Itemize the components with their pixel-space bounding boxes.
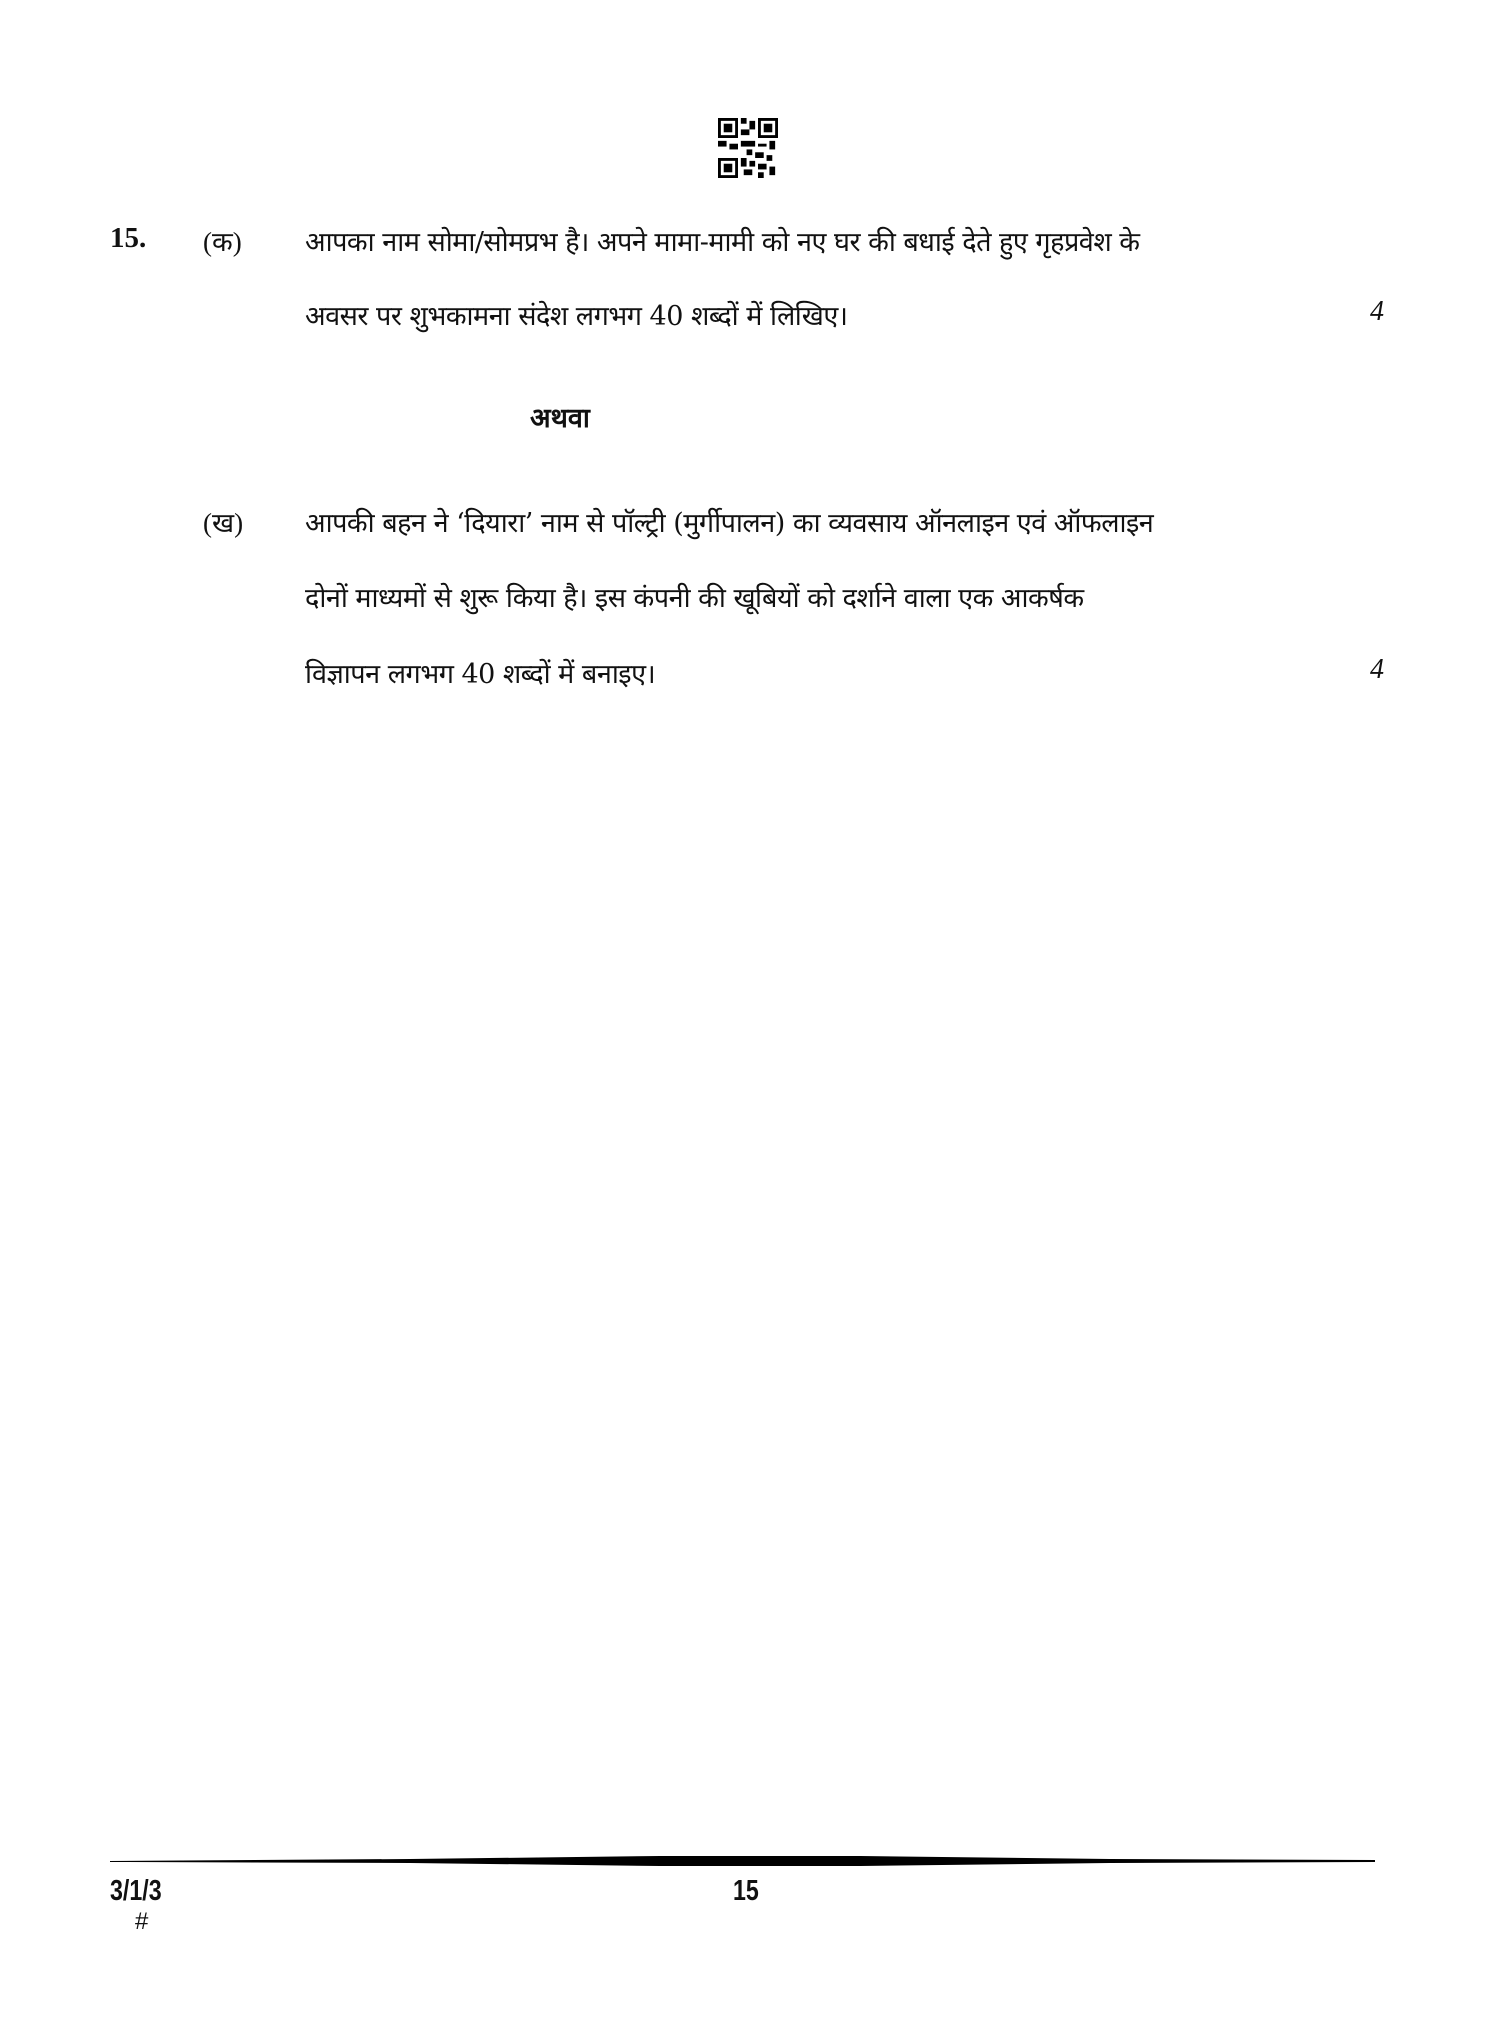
paper-code: 3/1/3 xyxy=(110,1875,162,1907)
question-number: 15. xyxy=(110,222,147,254)
or-separator: अथवा xyxy=(530,403,590,434)
footer-hash-mark: # xyxy=(135,1908,149,1935)
part-b-line-3: विज्ञापन लगभग 40 शब्दों में बनाइए। xyxy=(305,659,656,690)
part-b-line-1: आपकी बहन ने ‘दियारा’ नाम से पॉल्ट्री (मुर्गीपालन) का व्यवसाय ऑनलाइन एवं ऑफलाइन xyxy=(305,508,1154,539)
part-a-line-2: अवसर पर शुभकामना संदेश लगभग 40 शब्दों में लिखिए। xyxy=(305,301,848,332)
part-a-label: (क) xyxy=(203,227,242,257)
footer-rule xyxy=(110,1856,1375,1866)
part-a-line-1: आपका नाम सोमा/सोमप्रभ है। अपने मामा-मामी को नए घर की बधाई देते हुए गृहप्रवेश के xyxy=(305,227,1140,258)
part-a-marks: 4 xyxy=(1370,296,1384,327)
qr-code-icon xyxy=(718,118,778,178)
part-b-label: (ख) xyxy=(203,508,244,538)
part-b-line-2: दोनों माध्यमों से शुरू किया है। इस कंपनी की खूबियों को दर्शाने वाला एक आकर्षक xyxy=(305,583,1084,614)
page-number: 15 xyxy=(733,1875,759,1907)
part-b-marks: 4 xyxy=(1370,654,1384,685)
